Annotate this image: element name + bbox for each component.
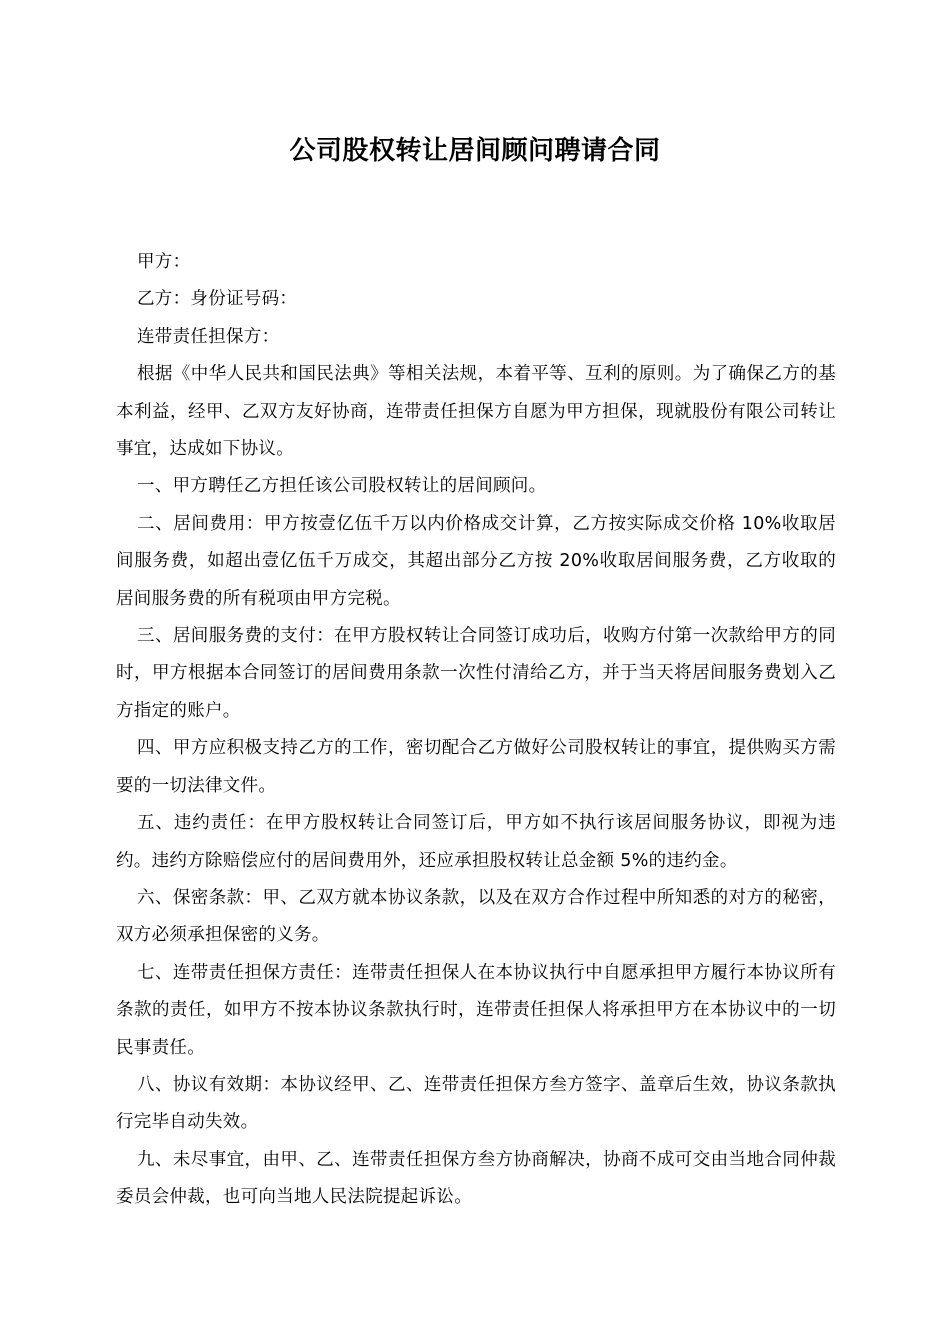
party-b-line: 乙方：身份证号码： xyxy=(137,289,298,310)
clause-5: 五、违约责任：在甲方股权转让合同签订后，甲方如不执行该居间服务协议，即视为违约。违约方除赔偿应付的居间费用外，还应承担股权转让总金额 5%的违约金。 xyxy=(116,813,836,871)
clause-4: 四、甲方应积极支持乙方的工作，密切配合乙方做好公司股权转让的事宜，提供购买方需要的一切法律文件。 xyxy=(116,738,836,796)
clause-7: 七、连带责任担保方责任：连带责任担保人在本协议执行中自愿承担甲方履行本协议所有条款的责任，如甲方不按本协议条款执行时，连带责任担保人将承担甲方在本协议中的一切民事责任。 xyxy=(116,962,836,1058)
guarantor-line: 连带责任担保方： xyxy=(137,326,280,347)
clause-2: 二、居间费用：甲方按壹亿伍千万以内价格成交计算，乙方按实际成交价格 10%收取居间服务费，如超出壹亿伍千万成交，其超出部分乙方按 20%收取居间服务费，乙方收取的居间服务费的所有税项由甲方完税。 xyxy=(116,513,836,609)
document-title: 公司股权转让居间顾问聘请合同 xyxy=(289,136,661,166)
clause-6: 六、保密条款：甲、乙双方就本协议条款，以及在双方合作过程中所知悉的对方的秘密，双方必须承担保密的义务。 xyxy=(116,887,836,946)
document-body xyxy=(116,244,836,1217)
clause-8: 八、协议有效期：本协议经甲、乙、连带责任担保方叁方签字、盖章后生效，协议条款执行完毕自动失效。 xyxy=(116,1074,836,1133)
party-a-line: 甲方： xyxy=(137,252,191,272)
clause-1: 一、甲方聘任乙方担任该公司股权转让的居间顾问。 xyxy=(137,476,547,497)
clause-9: 九、未尽事宜，由甲、乙、连带责任担保方叁方协商解决，协商不成可交由当地合同仲裁委员会仲裁，也可向当地人民法院提起诉讼。 xyxy=(116,1149,836,1208)
clause-3: 三、居间服务费的支付：在甲方股权转让合同签订成功后，收购方付第一次款给甲方的同时，甲方根据本合同签订的居间费用条款一次性付清给乙方，并于当天将居间服务费划入乙方指定的账户。 xyxy=(116,626,836,721)
preamble-paragraph: 根据《中华人民共和国民法典》等相关法规，本着平等、互利的原则。为了确保乙方的基本利益，经甲、乙双方友好协商，连带责任担保方自愿为甲方担保，现就股份有限公司转让事宜，达成如下协议。 xyxy=(116,364,836,460)
